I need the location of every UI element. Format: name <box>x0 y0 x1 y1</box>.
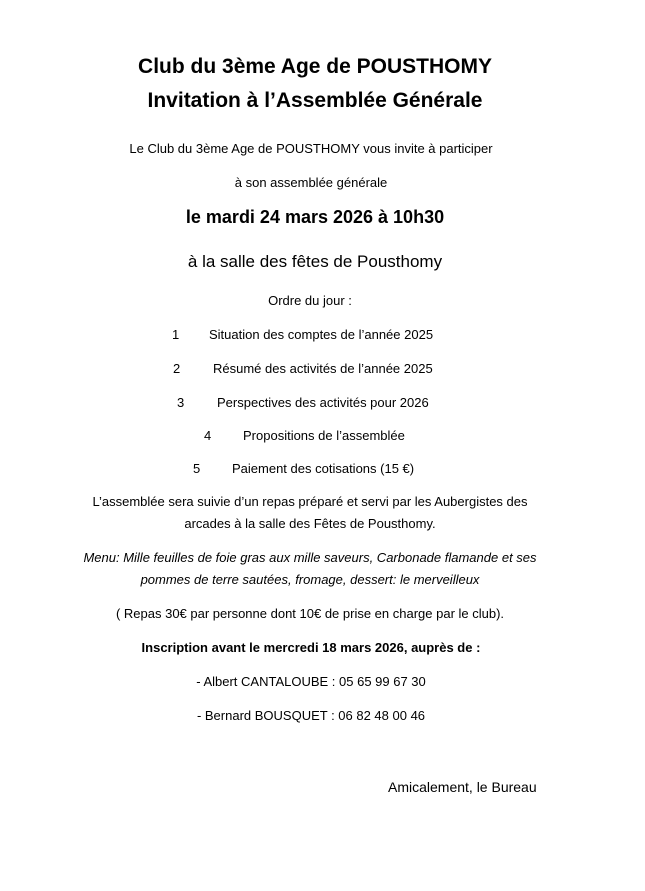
intro-line-2: à son assemblée générale <box>234 175 388 190</box>
meal-line-1: L’assemblée sera suivie d’un repas préparé et servi par les Aubergistes des <box>92 494 528 509</box>
agenda-item-text: Situation des comptes de l’année 2025 <box>209 327 434 342</box>
agenda-item-text: Paiement des cotisations (15 €) <box>232 461 415 476</box>
menu-line-1: Menu: Mille feuilles de foie gras aux mille saveurs, Carbonade flamande et ses <box>83 550 537 565</box>
event-date: le mardi 24 mars 2026 à 10h30 <box>185 207 445 227</box>
agenda-item-text: Propositions de l’assemblée <box>243 428 405 443</box>
agenda-item-text: Résumé des activités de l’année 2025 <box>213 361 433 376</box>
agenda-item-number: 1 <box>172 327 180 342</box>
menu-line-2: pommes de terre sautées, fromage, dessert: le merveilleux <box>140 572 480 587</box>
agenda-item-text: Perspectives des activités pour 2026 <box>217 395 429 410</box>
meal-price: ( Repas 30€ par personne dont 10€ de prise en charge par le club). <box>115 606 505 621</box>
club-title: Club du 3ème Age de POUSTHOMY <box>138 55 492 78</box>
registration-heading: Inscription avant le mercredi 18 mars 2026, auprès de : <box>141 640 481 655</box>
agenda-item-number: 2 <box>173 361 181 376</box>
closing-signature: Amicalement, le Bureau <box>388 779 537 795</box>
agenda-item-number: 5 <box>193 461 201 476</box>
event-place: à la salle des fêtes de Pousthomy <box>187 252 443 271</box>
agenda-title: Ordre du jour : <box>268 293 352 308</box>
agenda-item-number: 4 <box>204 428 212 443</box>
contact-bernard: - Bernard BOUSQUET : 06 82 48 00 46 <box>196 708 426 723</box>
meal-line-2: arcades à la salle des Fêtes de Pousthomy. <box>184 516 436 531</box>
agenda-item-number: 3 <box>177 395 185 410</box>
contact-albert: - Albert CANTALOUBE : 05 65 99 67 30 <box>196 674 426 689</box>
invitation-title: Invitation à l’Assemblée Générale <box>147 89 483 112</box>
intro-line-1: Le Club du 3ème Age de POUSTHOMY vous invite à participer <box>129 141 493 156</box>
